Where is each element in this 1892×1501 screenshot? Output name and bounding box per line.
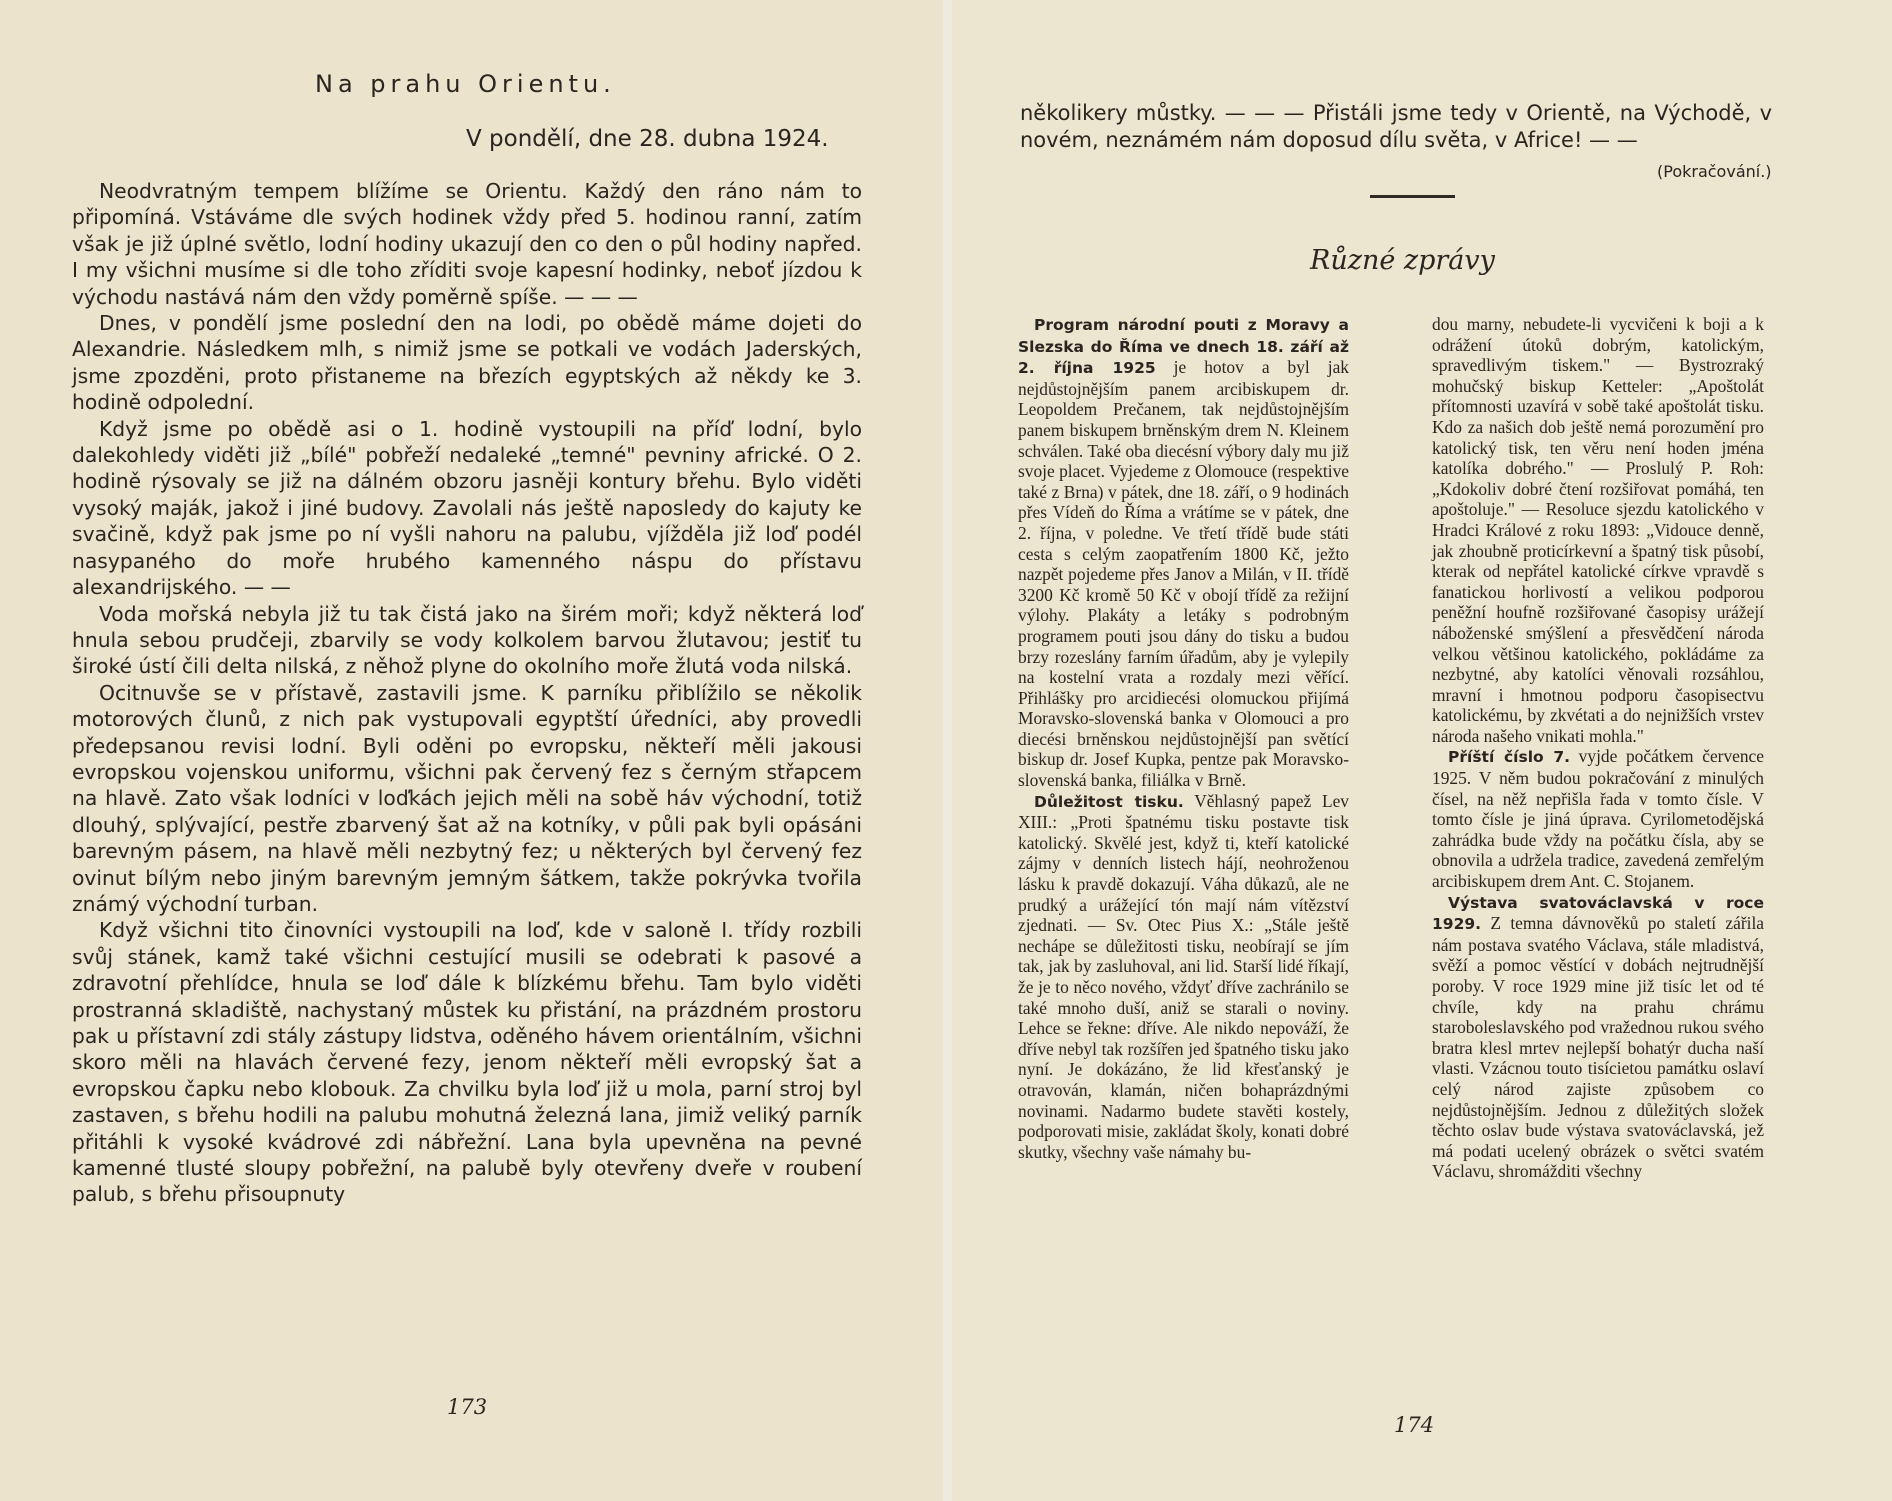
news-item: [1018, 791, 1349, 1163]
news-column-1: [1018, 314, 1349, 1162]
news-item-text: Věhlasný papež Lev XIII.: „Proti špatnému tisku postavte tisk katolický. Skvělé jest, když ti, kteří katolické zájmy v denních listech hájí, neohroženou lásku k pravdě dokazují. Váha důkazů, ale ne prudký a urážející tón mají nám vítězství zjednati. — Sv. Otec Pius X.: „Stále ještě nechápe se důležitosti tisku, neobírají se jím tak, jak by zasluhoval, ani lid. Starší lidé říkají, že je to něco nového, vždyť dříve zachránilo se také mnoho duší, aniž se starali o noviny. Lehce se řekne: dříve. Ale nikdo nepováží, že dříve nebyl tak rozšířen jed špatného tisku jako nyní. Je dokázáno, že lid křesťanský je otravován, klamán, ničen bohaprázdnými novinami. Nadarmo budete stavěti kostely, podporovati misie, zakládat školy, konati dobré skutky, všechny vaše námahy bu-: [1018, 790, 1349, 1162]
article-paragraph: Ocitnuvše se v přístavě, zastavili jsme. K parníku přiblížilo se několik motorových člunů, z nich pak vystupovali egyptští úředníci, aby provedli předepsanou revisi lodní. Byli oděni po evropsku, někteří měli jakousi evropskou vojenskou uniformu, všichni pak červený fez s černým střapcem na hlavě. Zato však lodníci v loďkách jejich měli na sobě háv východní, totiž dlouhý, splývající, pestře zbarvený šat až na kotníky, v půli pak byli opásáni barevným pásem, na hlavě měli nezbytný fez; u některých byl červený fez ovinut bílým nebo jiným barevným jemným šátkem, takže pokrývka tvořila známý východní turban.: [72, 680, 862, 916]
page-number-right: 174: [1394, 1413, 1435, 1437]
article-paragraph: Dnes, v pondělí jsme poslední den na lodi, po obědě máme dojeti do Alexandrie. Následkem mlh, s nimiž jsme se potkali ve vodách Jaderských, jsme zpozděni, proto přistaneme na březích egyptských až někdy ke 3. hodině odpolední.: [72, 311, 862, 415]
article-date: V pondělí, dne 28. dubna 1924.: [466, 126, 829, 152]
article-paragraph: Neodvratným tempem blížíme se Orientu. Každý den ráno nám to připomíná. Vstáváme dle svých hodinek vždy před 5. hodinou ranní, zatím však je již úplné světlo, lodní hodiny ukazují den co den o půl hodiny napřed. I my všichni musíme si dle toho zříditi svoje kapesní hodinky, neboť jízdou k východu nastává nám den vždy poměrně spíše. — — —: [72, 179, 862, 309]
article-paragraph: Když jsme po obědě asi o 1. hodině vystoupili na příď lodní, bylo dalekohledy viděti již „bílé" pobřeží nedaleké „temné" pevniny africké. O 2. hodině rýsovaly se již na dálném obzoru jasněji kontury břehu. Bylo viděti vysoký maják, jakož i jiné budovy. Zavolali nás ještě naposledy do kajuty ke svačině, když pak jsme po ní vyšli nahoru na palubu, vjížděla již loď podél nasypaného do moře hrubého kamenného náspu do přístavu alexandrijského. — —: [72, 416, 862, 600]
news-item-heading: Program národní pouti z Moravy a Slezska do Říma ve dnech 18. září až 2. října 1925: [1018, 316, 1349, 378]
news-item-heading: Výstava svatováclavská v roce 1929.: [1432, 893, 1764, 934]
news-item: [1018, 314, 1349, 791]
news-item-text: dou marny, nebudete-li vycvičeni k boji a k odrážení útoků dobrým, katolickým, spravedlivým tiskem." — Bystrozraký mohučský biskup Ketteler: „Apoštolát přítomnosti uzavírá v sobě také apoštolát tisku. Kdo za našich dob ještě nemá porozumění pro katolický tisk, ten věru není hoden jména katolíka dobrého." — Proslulý P. Roh: „Kdokoliv dobré čtení rozšiřovat pomáhá, ten apoštoluje." — Resoluce sjezdu katolického v Hradci Králové z roku 1893: „Vidouce denně, jak zhoubně proticírkevní a špatný tisk působí, kterak od nepřátel katolické církve vpravdě s fanatickou horlivostí a velikou podporou peněžní houfně rozšiřované časopisy urážejí náboženské smýšlení a přesvědčení národa velkou většinou katolického, pokládáme za nezbytné, aby katolíci věnovali rozsáhlou, mravní i hmotnou podporu časopisectvu katolickému, by zkvétati a do nejnižších vrstev národa našeho vnikati mohla.": [1432, 314, 1764, 746]
news-item: [1432, 892, 1764, 1182]
separator-rule: [1370, 195, 1455, 198]
news-item-heading: Příští číslo 7.: [1448, 748, 1571, 767]
news-item: [1432, 314, 1764, 746]
gutter: [943, 0, 952, 1501]
article-title: Na prahu Orientu.: [315, 70, 616, 98]
continued-note: (Pokračování.): [1657, 162, 1772, 181]
page-number-left: 173: [447, 1395, 488, 1419]
news-item-text: vyjde počátkem července 1925. V něm budou pokračování z minulých čísel, na něž nepřišla řada v tomto čísle. V tomto čísle je jiná úprava. Cyrilometodějská zahrádka bude vždy na počátku čísla, aby se obnovila a udržela tradice, zavedená zemřelým arcibiskupem drem Ant. C. Stojanem.: [1432, 746, 1764, 892]
news-item-heading: Důležitost tisku.: [1034, 792, 1184, 811]
left-page: [0, 0, 943, 1501]
news-column-2: [1432, 314, 1764, 1182]
article-paragraph: Když všichni tito činovníci vystoupili na loď, kde v saloně I. třídy rozbili svůj stánek, kamž také všichni cestující musili se odebrati k pasové a zdravotní přehlídce, hnula se loď dále k blízkému břehu. Tam bylo viděti prostranná skladiště, nachystaný můstek ku přistání, na prázdném prostoru pak u přístavní zdi stály zástupy lidstva, oděného hávem orientálním, všichni skoro měli na hlavách červené fezy, jenom někteří měli evropský šat a evropskou čapku nebo klobouk. Za chvilku byla loď již u mola, parní stroj byl zastaven, s břehu hodili na palubu mohutná železná lana, jimiž veliký parník přitáhli k vysoké kvádrové zdi nábřežní. Lana byla upevněna na pevné kamenné tlusté sloupy pobřežní, na palubě byly otevřeny dveře v roubení palub, s břehu přisoupnuty: [72, 918, 862, 1207]
news-item-text: je hotov a byl jak nejdůstojnějším panem arcibiskupem dr. Leopoldem Prečanem, tak nejdůstojnějším panem biskupem brněnským drem N. Kleinem schválen. Také oba diecésní výbory daly mu již svoje placet. Vyjedeme z Olomouce (respektive také z Brna) v pátek, dne 18. září, o 9 hodinách přes Vídeň do Říma a vrátíme se v pátek, dne 2. října, v poledne. Ve třetí třídě bude státi cesta s celým zaopatřením 1800 Kč, ježto nazpět pojedeme přes Janov a Milán, v II. třídě 3200 Kč kromě 50 Kč v obojí třídě za režijní výlohy. Plakáty a letáky s podrobným programem pouti jsou dány do tisku a budou brzy rozeslány farním úřadům, aby je vylepily na kostelní vrata a rozdaly mezi věřící. Přihlášky pro arcidiecési olomuckou přijímá Moravsko-slovenská banka v Olomouci a pro diecési brněnskou nejdůstojnější pan světící biskup dr. Josef Kupka, pentze pak Moravsko-slovenská banka, filiálka v Brně.: [1018, 357, 1349, 791]
right-page: [952, 0, 1892, 1501]
article-paragraph: Voda mořská nebyla již tu tak čistá jako na širém moři; když některá loď hnula sebou prudčeji, zbarvily se vody kolkolem barvou žlutavou; jestiť tu široké ústí čili delta nilská, z něhož plyne do okolního moře žlutá voda nilská.: [72, 601, 862, 679]
news-item: [1432, 746, 1764, 891]
article-continuation: [1020, 100, 1772, 154]
section-title: Různé zprávy: [1310, 245, 1495, 276]
continuation-text: několikery můstky. — — — Přistáli jsme tedy v Orientě, na Východě, v novém, neznámém nám doposud dílu světa, v Africe! — —: [1020, 101, 1772, 152]
article-body: [72, 178, 862, 1208]
news-item-text: Z temna dávnověků po staletí zářila nám postava svatého Václava, stále mladistvá, svěží a pomoc věstící v dobách nejtrudnější poroby. V roce 1929 mine již tisíc let od té chvíle, kdy na prahu chrámu staroboleslavského pod vražednou rukou svého bratra klesl mrtev nejlepší bohatýr ducha naší vlasti. Vzácnou touto tisícietou památku oslaví celý národ zajiste způsobem co nejdůstojnějším. Jednou z důležitých složek těchto oslav bude výstava svatováclavská, jež má podati ucelený obrázek o světci svatém Václavu, shromážditi všechny: [1432, 913, 1764, 1182]
